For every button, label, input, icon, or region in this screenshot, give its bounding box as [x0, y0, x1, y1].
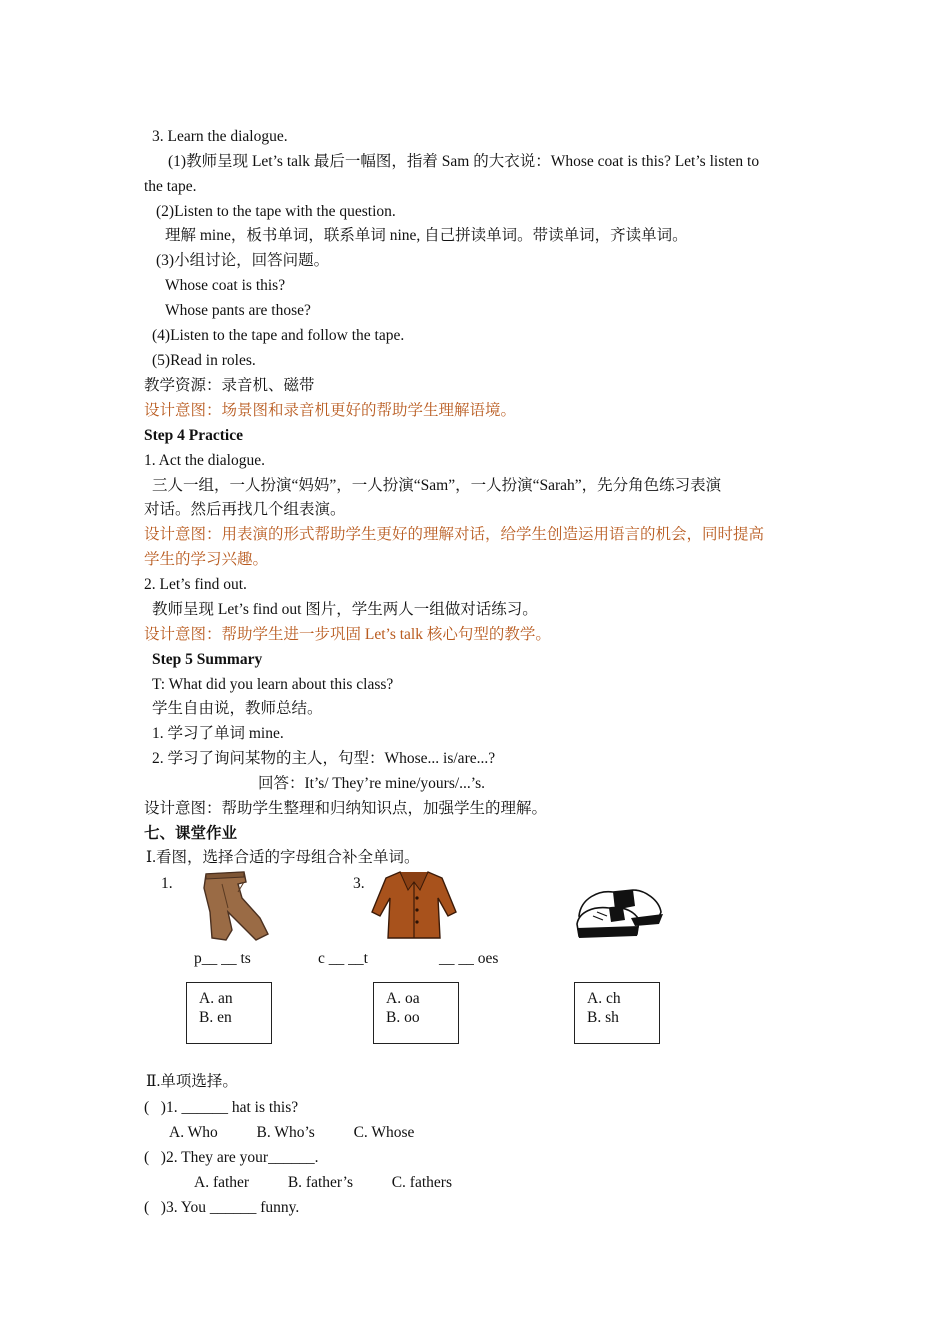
- mc-question-1: ( )1. ______ hat is this?: [144, 1099, 299, 1116]
- step3-p2b: 理解 mine，板书单词，联系单词 nine, 自己拼读单词。带读单词，齐读单词。: [165, 227, 688, 244]
- step4-act: 1. Act the dialogue.: [144, 452, 265, 469]
- step5-design: 设计意图：帮助学生整理和归纳知识点，加强学生的理解。: [144, 800, 548, 817]
- option-box-2: [373, 982, 459, 1044]
- pants-picture: [198, 868, 272, 942]
- option-box-1: [186, 982, 272, 1044]
- step5-i3: 回答：It’s/ They’re mine/yours/...’s.: [258, 775, 486, 792]
- mc-question-2: ( )2. They are your______.: [144, 1149, 319, 1166]
- homework-part1: Ⅰ.看图，选择合适的字母组合补全单词。: [146, 849, 420, 866]
- mc-options-2: A. father B. father’s C. fathers: [194, 1174, 452, 1191]
- step4-design1a: 设计意图：用表演的形式帮助学生更好的理解对话，给学生创造运用语言的机会，同时提高: [144, 526, 765, 543]
- option-3a: A. ch: [587, 990, 621, 1007]
- step3-design: 设计意图：场景图和录音机更好的帮助学生理解语境。: [144, 402, 517, 419]
- option-1a: A. an: [199, 990, 233, 1007]
- word-blank-1: p__ __ ts: [194, 950, 251, 967]
- step3-p2: (2)Listen to the tape with the question.: [156, 203, 396, 220]
- step4-design1b: 学生的学习兴趣。: [144, 551, 269, 568]
- step5-s: 学生自由说，教师总结。: [152, 700, 323, 717]
- pic-label-1: 1.: [161, 875, 173, 892]
- step3-q2: Whose pants are those?: [165, 302, 311, 319]
- step3-p4: (4)Listen to the tape and follow the tape.: [152, 327, 405, 344]
- step4-title: Step 4 Practice: [144, 427, 243, 444]
- step5-i2: 2. 学习了询问某物的主人，句型：Whose... is/are...?: [152, 750, 496, 767]
- word-blank-2: c __ __t: [318, 950, 368, 967]
- step4-find-desc: 教师呈现 Let’s find out 图片，学生两人一组做对话练习。: [152, 601, 538, 618]
- option-2a: A. oa: [386, 990, 420, 1007]
- shoes-picture: [573, 876, 665, 942]
- step4-act-desc-b: 对话。然后再找几个组表演。: [144, 501, 346, 518]
- step4-act-desc-a: 三人一组，一人扮演“妈妈”，一人扮演“Sam”，一人扮演“Sarah”，先分角色练习表演: [152, 477, 722, 494]
- step4-design2: 设计意图：帮助学生进一步巩固 Let’s talk 核心句型的教学。: [144, 626, 551, 643]
- option-box-3: [574, 982, 660, 1044]
- step5-t: T: What did you learn about this class?: [152, 676, 394, 693]
- step5-title: Step 5 Summary: [152, 651, 263, 668]
- step5-i1: 1. 学习了单词 mine.: [152, 725, 284, 742]
- pic-label-3: 3.: [353, 875, 365, 892]
- step3-p1a: (1)教师呈现 Let’s talk 最后一幅图，指着 Sam 的大衣说：Whose coat is this? Let’s listen to: [168, 153, 760, 170]
- word-blank-3: __ __ oes: [439, 950, 499, 967]
- option-1b: B. en: [199, 1009, 232, 1026]
- mc-options-1: A. Who B. Who’s C. Whose: [169, 1124, 415, 1141]
- coat-picture: [370, 868, 458, 942]
- step3-q1: Whose coat is this?: [165, 277, 286, 294]
- homework-title: 七、课堂作业: [144, 825, 238, 842]
- step4-find: 2. Let’s find out.: [144, 576, 247, 593]
- homework-part2: Ⅱ.单项选择。: [146, 1073, 238, 1090]
- mc-question-3: ( )3. You ______ funny.: [144, 1199, 300, 1216]
- step3-resource: 教学资源：录音机、磁带: [144, 377, 315, 394]
- step3-p3: (3)小组讨论，回答问题。: [156, 252, 330, 269]
- step3-p5: (5)Read in roles.: [152, 352, 256, 369]
- step3-heading: 3. Learn the dialogue.: [152, 128, 288, 145]
- step3-p1b: the tape.: [144, 178, 197, 195]
- option-3b: B. sh: [587, 1009, 619, 1026]
- option-2b: B. oo: [386, 1009, 420, 1026]
